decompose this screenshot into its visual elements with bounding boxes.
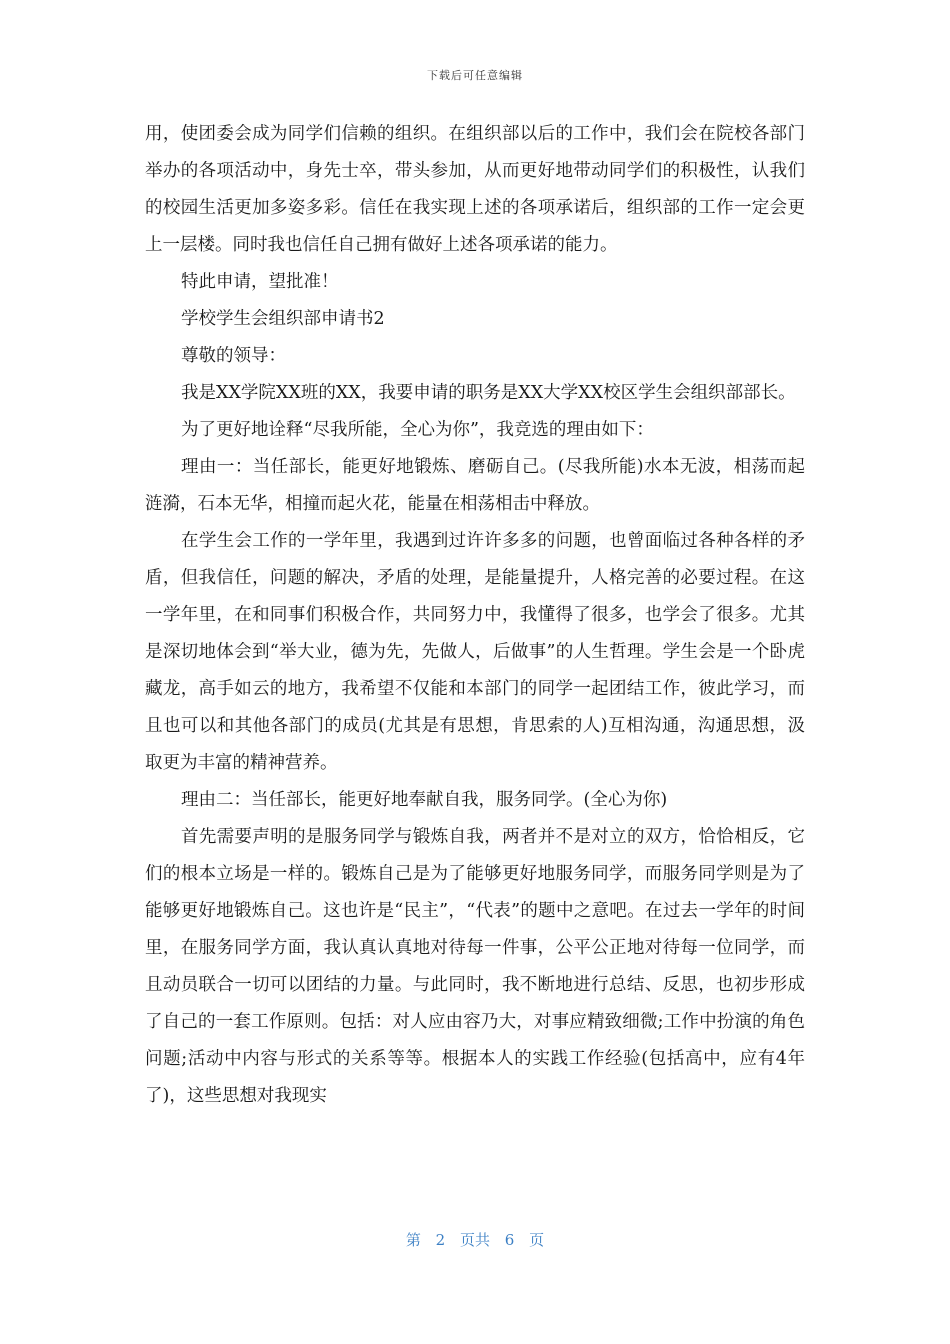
paragraph-8: 在学生会工作的一学年里，我遇到过许许多多的问题，也曾面临过各种各样的矛盾，但我信任，问题的解决，矛盾的处理，是能量提升，人格完善的必要过程。在这一学年里，在和同事们积极合作，共同努力中，我懂得了很多，也学会了很多。尤其是深切地体会到“举大业，德为先，先做人，后做事”的人生哲理。学生会是一个卧虎藏龙，高手如云的地方，我希望不仅能和本部门的同学一起团结工作，彼此学习，而且也可以和其他各部门的成员(尤其是有思想，肯思索的人)互相沟通，沟通思想，汲取更为丰富的精神营养。 <box>145 531 805 773</box>
page-footer: 第 2 页共 6 页 <box>405 1231 545 1249</box>
paragraph-6: 为了更好地诠释“尽我所能，全心为你”，我竞选的理由如下： <box>181 420 654 440</box>
paragraph-2: 特此申请，望批准！ <box>181 272 339 292</box>
page-header: 下载后可任意编辑 <box>427 69 523 82</box>
paragraph-5: 我是XX学院XX班的XX，我要申请的职务是XX大学XX校区学生会组织部部长。 <box>181 383 796 403</box>
document-body <box>145 116 805 1115</box>
paragraph-1: 用，使团委会成为同学们信赖的组织。在组织部以后的工作中，我们会在院校各部门举办的各项活动中，身先士卒，带头参加，从而更好地带动同学们的积极性，认我们的校园生活更加多姿多彩。信任在我实现上述的各项承诺后，组织部的工作一定会更上一层楼。同时我也信任自己拥有做好上述各项承诺的能力。 <box>145 124 805 255</box>
section-title: 学校学生会组织部申请书2 <box>181 309 385 329</box>
salutation: 尊敬的领导： <box>181 346 286 366</box>
paragraph-9: 理由二：当任部长，能更好地奉献自我，服务同学。(全心为你) <box>181 790 668 810</box>
paragraph-10: 首先需要声明的是服务同学与锻炼自我，两者并不是对立的双方，恰恰相反，它们的根本立场是一样的。锻炼自己是为了能够更好地服务同学，而服务同学则是为了能够更好地锻炼自己。这也许是“民主”，“代表”的题中之意吧。在过去一学年的时间里，在服务同学方面，我认真认真地对待每一件事，公平公正地对待每一位同学，而且动员联合一切可以团结的力量。与此同时，我不断地进行总结、反思，也初步形成了自己的一套工作原则。包括：对人应由容乃大，对事应精致细微;工作中扮演的角色问题;活动中内容与形式的关系等等。根据本人的实践工作经验(包括高中，应有4年了)，这些思想对我现实 <box>145 827 805 1106</box>
paragraph-7: 理由一：当任部长，能更好地锻炼、磨砺自己。(尽我所能)水本无波，相荡而起涟漪，石本无华，相撞而起火花，能量在相荡相击中释放。 <box>145 457 805 514</box>
